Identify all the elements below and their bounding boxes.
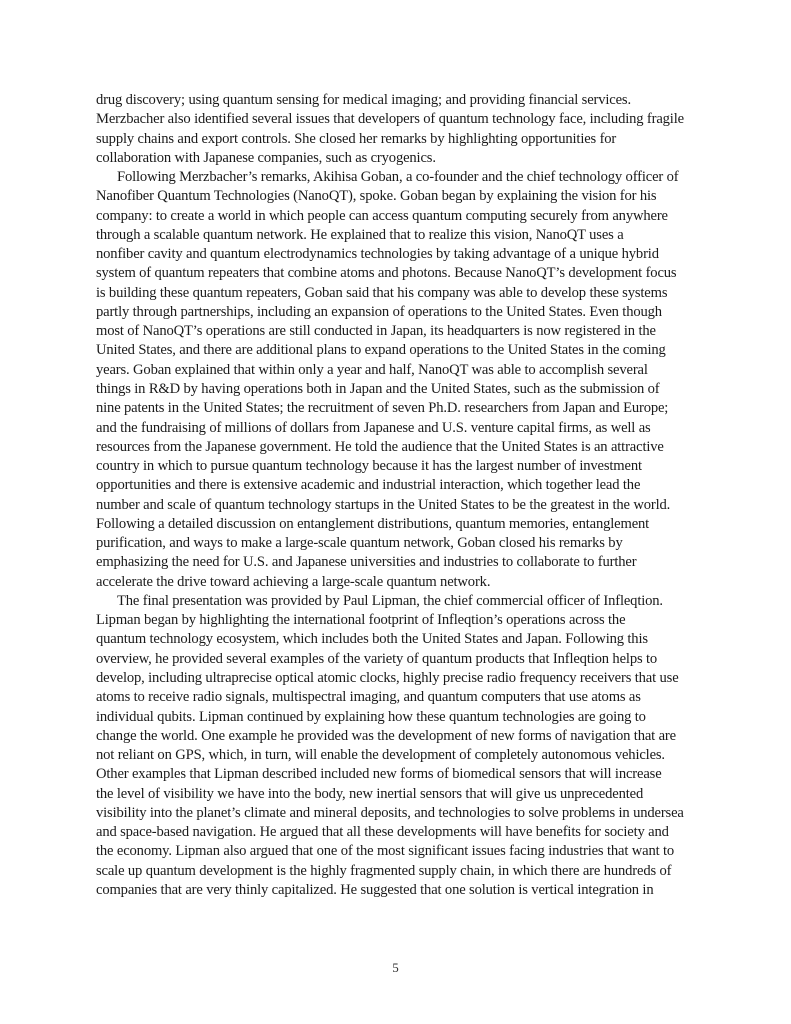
text-line: change the world. One example he provided was the development of new forms of navigation that are [96, 727, 676, 744]
text-line: visibility into the planet’s climate and mineral deposits, and technologies to solve problems in undersea [96, 804, 684, 821]
text-line: opportunities and there is extensive academic and industrial interaction, which together lead the [96, 477, 641, 494]
text-line: most of NanoQT’s operations are still conducted in Japan, its headquarters is now registered in the [96, 323, 656, 340]
body-text [96, 91, 716, 900]
text-line: companies that are very thinly capitalized. He suggested that one solution is vertical integration in [96, 881, 654, 898]
paragraph-first-line: The final presentation was provided by Paul Lipman, the chief commercial officer of Infleqtion. [117, 592, 663, 609]
text-line: through a scalable quantum network. He explained that to realize this vision, NanoQT uses a [96, 226, 624, 243]
text-line: company: to create a world in which people can access quantum computing securely from anywhere [96, 207, 668, 224]
text-line: number and scale of quantum technology startups in the United States to be the greatest in the world. [96, 496, 671, 513]
text-line: the level of visibility we have into the body, new inertial sensors that will give us unprecedented [96, 785, 644, 802]
text-line: resources from the Japanese government. He told the audience that the United States is an attractive [96, 438, 664, 455]
text-line: and the fundraising of millions of dollars from Japanese and U.S. venture capital firms, as well as [96, 419, 651, 436]
text-line: Other examples that Lipman described included new forms of biomedical sensors that will increase [96, 766, 662, 783]
text-line: individual qubits. Lipman continued by explaining how these quantum technologies are going to [96, 708, 646, 725]
text-line: collaboration with Japanese companies, such as cryogenics. [96, 149, 436, 166]
text-line: supply chains and export controls. She closed her remarks by highlighting opportunities for [96, 130, 617, 147]
text-line: system of quantum repeaters that combine atoms and photons. Because NanoQT’s development focus [96, 265, 677, 282]
paragraph-first-line: Following Merzbacher’s remarks, Akihisa Goban, a co-founder and the chief technology officer of [117, 169, 679, 186]
text-line: things in R&D by having operations both in Japan and the United States, such as the submission of [96, 380, 660, 397]
text-line: Merzbacher also identified several issues that developers of quantum technology face, including fragile [96, 111, 684, 128]
text-line: is building these quantum repeaters, Goban said that his company was able to develop these systems [96, 284, 668, 301]
text-line: Nanofiber Quantum Technologies (NanoQT), spoke. Goban began by explaining the vision for his [96, 188, 657, 205]
text-line: country in which to pursue quantum technology because it has the largest number of investment [96, 458, 642, 475]
text-line: nonfiber cavity and quantum electrodynamics technologies by taking advantage of a unique hybrid [96, 246, 659, 263]
text-line: scale up quantum development is the highly fragmented supply chain, in which there are hundreds of [96, 862, 672, 879]
page-number: 5 [392, 960, 399, 975]
text-line: quantum technology ecosystem, which includes both the United States and Japan. Following this [96, 631, 648, 648]
text-line: accelerate the drive toward achieving a large-scale quantum network. [96, 573, 491, 590]
text-line: drug discovery; using quantum sensing for medical imaging; and providing financial services. [96, 92, 631, 108]
text-line: not reliant on GPS, which, in turn, will enable the development of completely autonomous vehicles. [96, 747, 665, 764]
text-line: Following a detailed discussion on entanglement distributions, quantum memories, entanglement [96, 515, 650, 532]
text-line: emphasizing the need for U.S. and Japanese universities and industries to collaborate to further [96, 554, 637, 571]
text-line: nine patents in the United States; the recruitment of seven Ph.D. researchers from Japan and Europe; [96, 400, 669, 417]
text-line: United States, and there are additional plans to expand operations to the United States in the coming [96, 342, 666, 359]
text-line: partly through partnerships, including an expansion of operations to the United States. Even though [96, 303, 662, 320]
text-line: and space-based navigation. He argued that all these developments will have benefits for society and [96, 824, 669, 841]
text-line: years. Goban explained that within only a year and half, NanoQT was able to accomplish several [96, 361, 648, 378]
text-line: overview, he provided several examples of the variety of quantum products that Infleqtion helps to [96, 650, 658, 667]
text-line: develop, including ultraprecise optical atomic clocks, highly precise radio frequency receivers that use [96, 669, 679, 686]
text-line: atoms to receive radio signals, multispectral imaging, and quantum computers that use atoms as [96, 689, 641, 706]
text-line: purification, and ways to make a large-scale quantum network, Goban closed his remarks by [96, 535, 623, 552]
text-line: Lipman began by highlighting the international footprint of Infleqtion’s operations across the [96, 612, 626, 629]
text-line: the economy. Lipman also argued that one of the most significant issues facing industries that want to [96, 843, 675, 860]
